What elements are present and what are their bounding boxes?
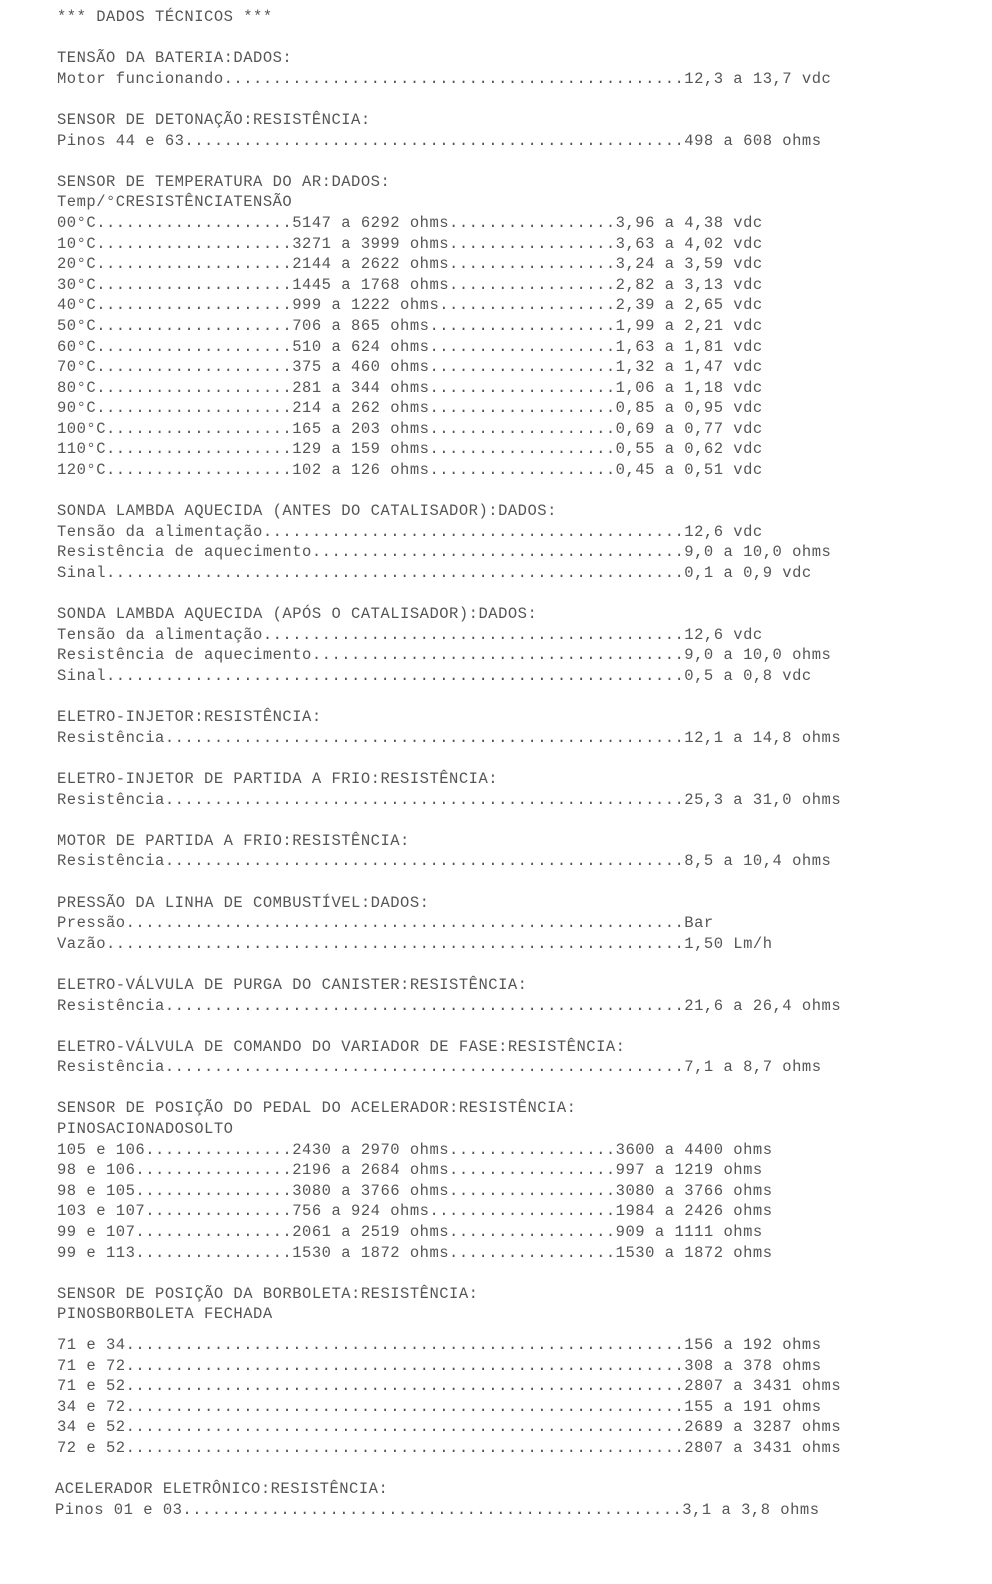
- section-fuel-line-pressure: [57, 893, 841, 955]
- data-row: 10°C....................3271 a 3999 ohms.................3,63 a 4,02 vdc: [57, 234, 763, 253]
- data-row: 98 e 106................2196 a 2684 ohms.................997 a 1219 ohms: [57, 1161, 763, 1180]
- section-throttle-position-sensor: [57, 1284, 841, 1459]
- data-row: 70°C....................375 a 460 ohms...................1,32 a 1,47 vdc: [57, 358, 763, 377]
- data-row: 90°C....................214 a 262 ohms...................0,85 a 0,95 vdc: [57, 399, 763, 418]
- section-lambda-after-catalyst: [57, 604, 841, 686]
- data-row: Resistência de aquecimento......................................9,0 a 10,0 ohms: [57, 646, 832, 665]
- data-row: 71 e 52.........................................................2807 a 3431 ohms: [57, 1377, 842, 1396]
- data-row: Resistência.....................................................25,3 a 31,0 ohms: [57, 790, 842, 809]
- section-electronic-accelerator: [55, 1479, 841, 1520]
- data-row: 50°C....................706 a 865 ohms...................1,99 a 2,21 vdc: [57, 316, 763, 335]
- section-phase-variator-valve: [57, 1037, 841, 1078]
- section-air-temperature-sensor: [57, 172, 841, 481]
- data-row: Pressão.........................................................Bar: [57, 914, 714, 933]
- section-heading: ACELERADOR ELETRÔNICO:RESISTÊNCIA:: [55, 1480, 389, 1499]
- section-heading: ELETRO-VÁLVULA DE PURGA DO CANISTER:RESISTÊNCIA:: [57, 975, 528, 994]
- document-title: *** DADOS TÉCNICOS ***: [57, 8, 273, 26]
- section-heading: TENSÃO DA BATERIA:DADOS:: [57, 49, 293, 68]
- data-row: 20°C....................2144 a 2622 ohms.................3,24 a 3,59 vdc: [57, 255, 763, 274]
- data-row: Resistência.....................................................12,1 a 14,8 ohms: [57, 728, 842, 747]
- section-cold-start-motor: [57, 831, 841, 872]
- column-headers: PINOSACIONADOSOLTO: [57, 1120, 234, 1139]
- data-row: Resistência.....................................................21,6 a 26,4 ohms: [57, 996, 842, 1015]
- section-accelerator-pedal-sensor: [57, 1098, 841, 1263]
- data-row: Resistência.....................................................7,1 a 8,7 ohms: [57, 1058, 822, 1077]
- data-row: 71 e 34.........................................................156 a 192 ohms: [57, 1336, 822, 1354]
- section-heading: SENSOR DE TEMPERATURA DO AR:DADOS:: [57, 172, 391, 191]
- data-row: Tensão da alimentação...........................................12,6 vdc: [57, 522, 763, 541]
- data-row: 34 e 52.........................................................2689 a 3287 ohms: [57, 1418, 842, 1437]
- data-row: 80°C....................281 a 344 ohms...................1,06 a 1,18 vdc: [57, 378, 763, 397]
- section-heading: ELETRO-VÁLVULA DE COMANDO DO VARIADOR DE FASE:RESISTÊNCIA:: [57, 1037, 626, 1056]
- data-row: 99 e 107................2061 a 2519 ohms.................909 a 1111 ohms: [57, 1223, 763, 1242]
- data-row: 100°C...................165 a 203 ohms...................0,69 a 0,77 vdc: [57, 419, 763, 438]
- data-row: Pinos 44 e 63...................................................498 a 608 ohms: [57, 131, 822, 150]
- data-row: 120°C...................102 a 126 ohms...................0,45 a 0,51 vdc: [57, 461, 763, 480]
- section-lambda-before-catalyst: [57, 501, 841, 583]
- data-row: 105 e 106...............2430 a 2970 ohms.................3600 a 4400 ohms: [57, 1140, 773, 1159]
- data-row: Motor funcionando...............................................12,3 a 13,7 vdc: [57, 69, 832, 88]
- data-row: 110°C...................129 a 159 ohms...................0,55 a 0,62 vdc: [57, 440, 763, 459]
- data-row: Vazão...........................................................1,50 Lm/h: [57, 934, 773, 953]
- section-heading: SENSOR DE DETONAÇÃO:RESISTÊNCIA:: [57, 110, 371, 129]
- section-battery-voltage: [57, 48, 841, 89]
- data-row: Resistência de aquecimento......................................9,0 a 10,0 ohms: [57, 543, 832, 562]
- data-row: 72 e 52.........................................................2807 a 3431 ohms: [57, 1438, 842, 1457]
- section-knock-sensor: [57, 110, 841, 151]
- data-row: 40°C....................999 a 1222 ohms..................2,39 a 2,65 vdc: [57, 296, 763, 315]
- data-row: 60°C....................510 a 624 ohms...................1,63 a 1,81 vdc: [57, 337, 763, 356]
- column-headers: PINOSBORBOLETA FECHADA: [57, 1305, 273, 1324]
- section-heading: PRESSÃO DA LINHA DE COMBUSTÍVEL:DADOS:: [57, 893, 430, 912]
- column-headers: Temp/°CRESISTÊNCIATENSÃO: [57, 193, 293, 212]
- data-row: Sinal...........................................................0,1 a 0,9 vdc: [57, 564, 812, 583]
- section-heading: SENSOR DE POSIÇÃO DA BORBOLETA:RESISTÊNCIA:: [57, 1284, 479, 1303]
- data-row: 30°C....................1445 a 1768 ohms.................2,82 a 3,13 vdc: [57, 275, 763, 294]
- data-row: 103 e 107...............756 a 924 ohms...................1984 a 2426 ohms: [57, 1202, 773, 1221]
- section-heading: MOTOR DE PARTIDA A FRIO:RESISTÊNCIA:: [57, 831, 410, 850]
- data-row: Resistência.....................................................8,5 a 10,4 ohms: [57, 852, 832, 871]
- section-heading: SONDA LAMBDA AQUECIDA (APÓS O CATALISADOR):DADOS:: [57, 605, 538, 624]
- data-row: 71 e 72.........................................................308 a 378 ohms: [57, 1356, 822, 1375]
- section-heading: SENSOR DE POSIÇÃO DO PEDAL DO ACELERADOR:RESISTÊNCIA:: [57, 1099, 577, 1118]
- section-heading: ELETRO-INJETOR:RESISTÊNCIA:: [57, 708, 322, 727]
- section-heading: SONDA LAMBDA AQUECIDA (ANTES DO CATALISADOR):DADOS:: [57, 502, 557, 521]
- data-row: Sinal...........................................................0,5 a 0,8 vdc: [57, 667, 812, 685]
- data-row: 34 e 72.........................................................155 a 191 ohms: [57, 1397, 822, 1416]
- technical-data-document: [57, 7, 841, 1520]
- data-row: Pinos 01 e 03...................................................3,1 a 3,8 ohms: [55, 1500, 820, 1519]
- section-canister-purge-valve: [57, 975, 841, 1016]
- data-row: 00°C....................5147 a 6292 ohms.................3,96 a 4,38 vdc: [57, 213, 763, 232]
- section-heading: ELETRO-INJETOR DE PARTIDA A FRIO:RESISTÊNCIA:: [57, 769, 499, 788]
- section-cold-start-injector: [57, 769, 841, 810]
- data-row: 99 e 113................1530 a 1872 ohms.................1530 a 1872 ohms: [57, 1243, 773, 1262]
- section-injector: [57, 707, 841, 748]
- data-row: 98 e 105................3080 a 3766 ohms.................3080 a 3766 ohms: [57, 1181, 773, 1200]
- data-row: Tensão da alimentação...........................................12,6 vdc: [57, 625, 763, 644]
